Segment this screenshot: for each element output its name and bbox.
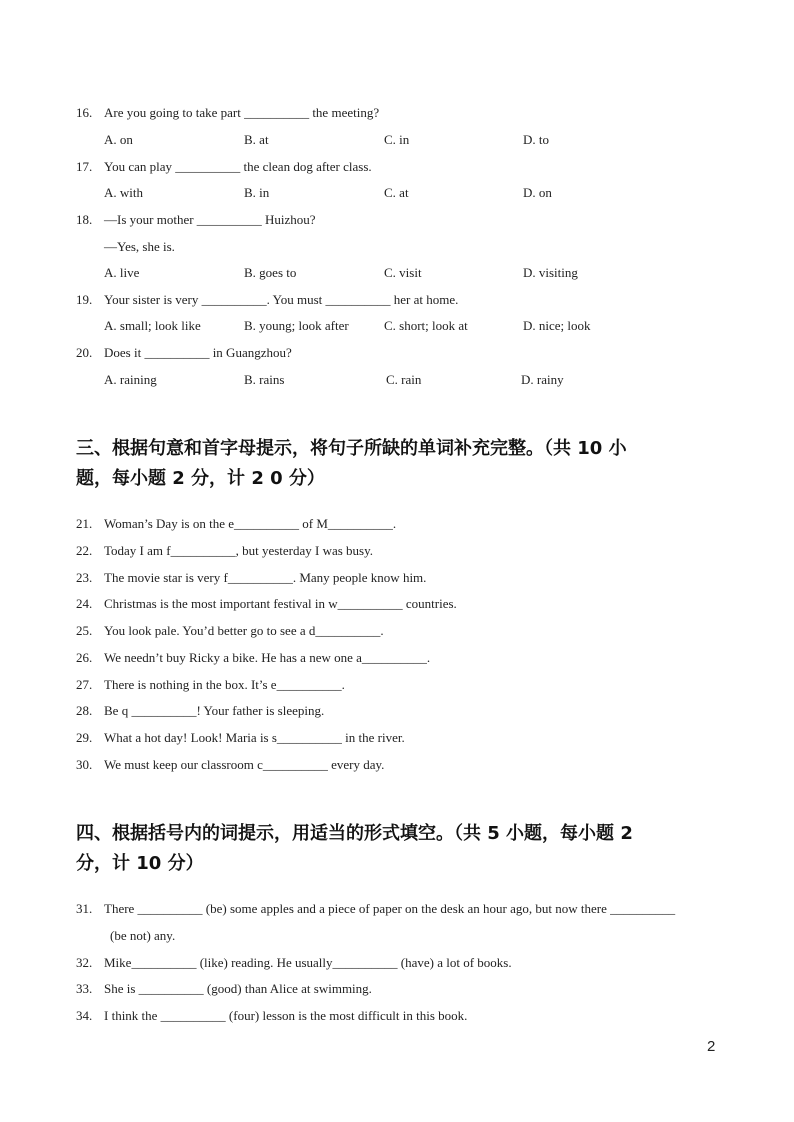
question-text: Does it __________ in Guangzhou? <box>104 345 292 360</box>
question-text: There is nothing in the box. It’s e__________. <box>104 677 345 692</box>
question-number: 26. <box>76 650 93 665</box>
question-text: Are you going to take part __________ the meeting? <box>104 105 380 120</box>
question-22 <box>76 543 373 559</box>
section-3-heading-line1: 三、根据句意和首字母提示，将句子所缺的单词补充完整。（共 10 小 <box>76 438 627 459</box>
question-text: You can play __________ the clean dog after class. <box>104 159 372 174</box>
question-text: I think the __________ (four) lesson is the most difficult in this book. <box>104 1008 468 1023</box>
question-number: 16. <box>76 105 93 120</box>
question-text: Today I am f__________, but yesterday I was busy. <box>104 543 374 558</box>
question-16 <box>76 105 379 121</box>
question-number: 23. <box>76 570 93 585</box>
question-number: 22. <box>76 543 93 558</box>
option-c: C. short; look at <box>384 318 468 333</box>
question-text: What a hot day! Look! Maria is s__________ in the river. <box>104 730 405 745</box>
option-a: A. live <box>104 265 140 280</box>
question-31 <box>76 901 675 917</box>
question-text: The movie star is very f__________. Many people know him. <box>104 570 427 585</box>
question-32 <box>76 955 512 971</box>
question-24 <box>76 596 457 612</box>
question-23 <box>76 570 426 586</box>
option-c: C. rain <box>386 372 422 387</box>
question-number: 19. <box>76 292 93 307</box>
option-d: D. visiting <box>523 265 578 280</box>
option-a: A. on <box>104 132 133 147</box>
option-c: C. in <box>384 132 410 147</box>
question-number: 21. <box>76 516 93 531</box>
section-4-heading-line1: 四、根据括号内的词提示，用适当的形式填空。（共 5 小题，每小题 2 <box>76 823 633 844</box>
option-d: D. on <box>523 185 552 200</box>
option-a: A. raining <box>104 372 157 387</box>
question-25 <box>76 623 384 639</box>
question-number: 24. <box>76 596 93 611</box>
question-number: 27. <box>76 677 93 692</box>
section-3-heading-line2: 题，每小题 2 分，计 2 0 分） <box>76 468 325 489</box>
question-text: Your sister is very __________. You must __________ her at home. <box>104 292 459 307</box>
question-text: She is __________ (good) than Alice at swimming. <box>104 981 372 996</box>
question-text: Be q __________! Your father is sleeping. <box>104 703 325 718</box>
question-text: We needn’t buy Ricky a bike. He has a new one a__________. <box>104 650 431 665</box>
question-text: Mike__________ (like) reading. He usually__________ (have) a lot of books. <box>104 955 512 970</box>
question-21 <box>76 516 396 532</box>
page-number: 2 <box>707 1038 716 1055</box>
question-number: 30. <box>76 757 93 772</box>
option-d: D. rainy <box>521 372 564 387</box>
option-c: C. visit <box>384 265 422 280</box>
option-d: D. nice; look <box>523 318 591 333</box>
section-3-heading <box>76 434 726 494</box>
question-26 <box>76 650 430 666</box>
option-b: B. in <box>244 185 270 200</box>
question-27 <box>76 677 345 693</box>
question-20 <box>76 345 292 361</box>
question-number: 20. <box>76 345 93 360</box>
question-number: 25. <box>76 623 93 638</box>
question-number: 33. <box>76 981 93 996</box>
option-c: C. at <box>384 185 409 200</box>
question-29 <box>76 730 405 746</box>
option-b: B. at <box>244 132 269 147</box>
question-number: 32. <box>76 955 93 970</box>
section-4-heading <box>76 819 726 879</box>
question-number: 17. <box>76 159 93 174</box>
section-4-heading-line2: 分，计 10 分） <box>76 853 204 874</box>
option-a: A. with <box>104 185 143 200</box>
question-19 <box>76 292 458 308</box>
option-a: A. small; look like <box>104 318 201 333</box>
question-text: —Is your mother __________ Huizhou? <box>104 212 316 227</box>
question-text: Woman’s Day is on the e__________ of M__________. <box>104 516 397 531</box>
question-33 <box>76 981 372 997</box>
question-text: We must keep our classroom c__________ every day. <box>104 757 385 772</box>
question-number: 31. <box>76 901 93 916</box>
question-34 <box>76 1008 467 1024</box>
question-31-continued: (be not) any. <box>110 928 176 943</box>
question-text: There __________ (be) some apples and a piece of paper on the desk an hour ago, but now there __________ <box>104 901 676 916</box>
option-d: D. to <box>523 132 549 147</box>
question-17 <box>76 159 372 175</box>
question-30 <box>76 757 384 773</box>
question-number: 28. <box>76 703 93 718</box>
option-b: B. goes to <box>244 265 297 280</box>
question-number: 29. <box>76 730 93 745</box>
option-b: B. rains <box>244 372 285 387</box>
question-text: You look pale. You’d better go to see a d__________. <box>104 623 384 638</box>
question-number: 18. <box>76 212 93 227</box>
option-b: B. young; look after <box>244 318 349 333</box>
question-28 <box>76 703 324 719</box>
question-text: Christmas is the most important festival in w__________ countries. <box>104 596 457 611</box>
question-18-reply: —Yes, she is. <box>104 239 175 254</box>
question-18 <box>76 212 316 228</box>
question-number: 34. <box>76 1008 93 1023</box>
